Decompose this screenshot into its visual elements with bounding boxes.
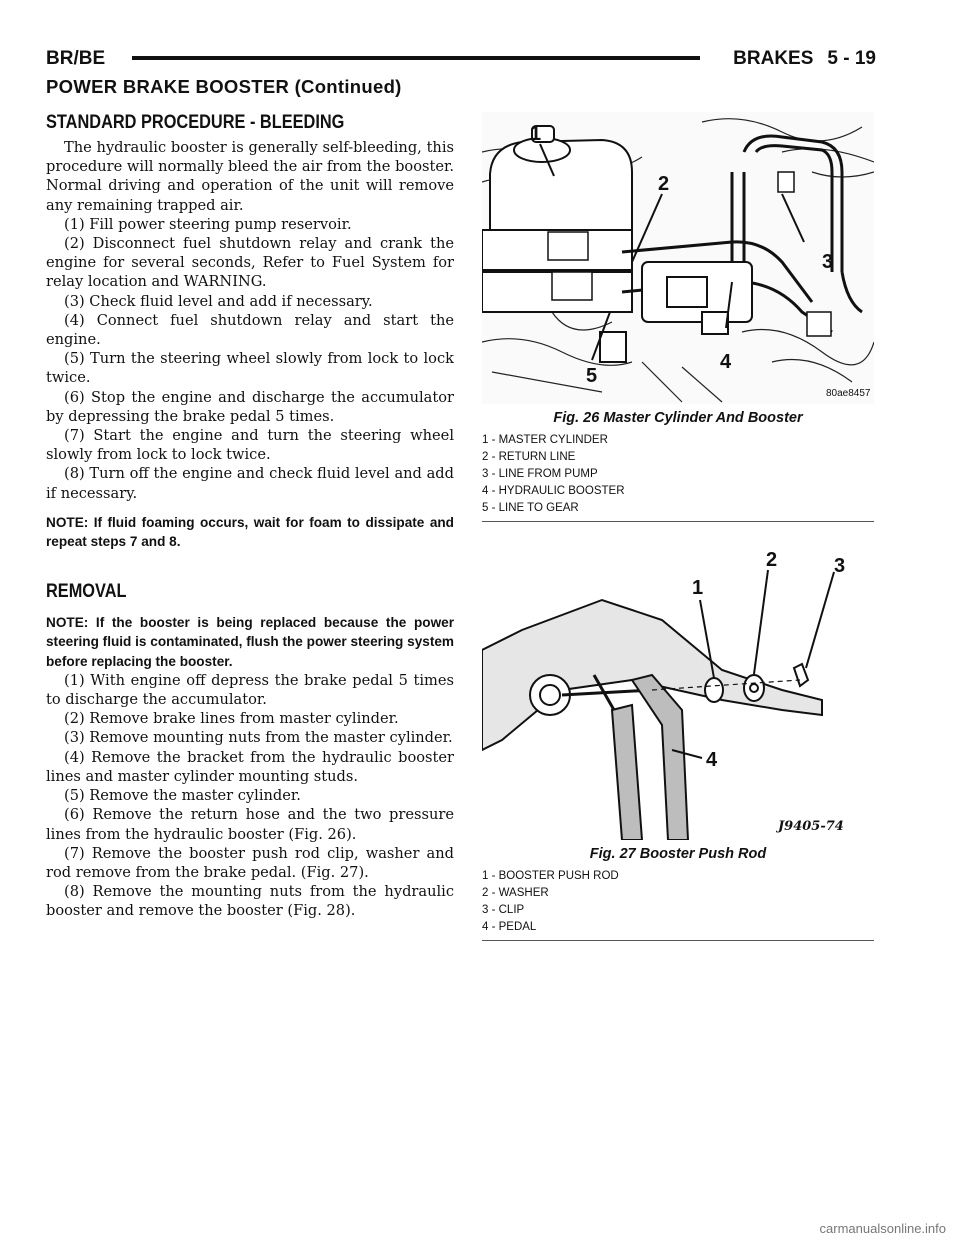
section-continued-title: POWER BRAKE BOOSTER (Continued): [46, 76, 402, 97]
fig27-legend-item: 1 - BOOSTER PUSH ROD: [482, 870, 619, 882]
bleeding-step: (8) Turn off the engine and check fluid level and add if necessary.: [46, 465, 454, 502]
fig26-callout-4: 4: [720, 351, 732, 373]
bleeding-step: (5) Turn the steering wheel slowly from lock to lock twice.: [46, 350, 454, 387]
footer-watermark: carmanualsonline.info: [819, 1221, 946, 1236]
removal-step: (5) Remove the master cylinder.: [64, 787, 301, 805]
fig27-callout-3: 3: [834, 555, 846, 577]
figure-26: [482, 112, 874, 522]
fig26-image-code: 80ae8457: [826, 388, 871, 399]
bleeding-step: (7) Start the engine and turn the steering wheel slowly from lock to lock twice.: [46, 427, 454, 464]
header-page-number: 5 - 19: [827, 48, 876, 69]
left-column: [46, 112, 454, 921]
removal-step: (1) With engine off depress the brake pedal 5 times to discharge the accumulator.: [46, 671, 454, 709]
removal-heading: REMOVAL: [46, 581, 127, 603]
fig27-callout-4: 4: [706, 749, 718, 771]
master-cylinder-booster-illustration: [482, 112, 874, 404]
fig27-image-code: J9405-74: [778, 819, 844, 834]
removal-step: (8) Remove the mounting nuts from the hydraulic booster and remove the booster (Fig. 28).: [46, 883, 454, 920]
bleeding-step: (2) Disconnect fuel shutdown relay and crank the engine for several seconds, Refer to Fuel System for relay location and WARNING.: [46, 235, 454, 291]
bleeding-note: NOTE: If fluid foaming occurs, wait for foam to dissipate and repeat steps 7 and 8.: [46, 514, 454, 550]
header-right: [733, 46, 876, 72]
page-header: [46, 46, 876, 72]
header-model: BR/BE: [46, 48, 106, 69]
bleeding-step: (3) Check fluid level and add if necessary.: [64, 292, 373, 310]
fig26-callout-2: 2: [658, 173, 670, 195]
removal-note: NOTE: If the booster is being replaced because the power steering fluid is contaminated, flush the power steering system before replacing the booster.: [46, 615, 454, 669]
bleeding-heading: STANDARD PROCEDURE - BLEEDING: [46, 112, 345, 133]
booster-push-rod-illustration: [482, 540, 874, 840]
fig27-legend-item: 3 - CLIP: [482, 904, 525, 916]
fig26-legend-item: 5 - LINE TO GEAR: [482, 502, 579, 514]
fig26-callout-3: 3: [822, 251, 834, 273]
bleeding-step: (6) Stop the engine and discharge the accumulator by depressing the brake pedal 5 times.: [46, 388, 454, 425]
fig26-caption: Fig. 26 Master Cylinder And Booster: [553, 410, 803, 426]
fig27-callout-1: 1: [692, 577, 704, 599]
removal-step: (3) Remove mounting nuts from the master cylinder.: [64, 729, 453, 747]
fig27-caption: Fig. 27 Booster Push Rod: [589, 846, 767, 862]
bleeding-intro: The hydraulic booster is generally self-bleeding, this procedure will normally bleed the air from the booster. Normal driving and operation of the unit will remove any remaining trapped air.: [46, 139, 454, 214]
header-rule: [132, 56, 700, 60]
removal-step: (2) Remove brake lines from master cylinder.: [64, 710, 399, 728]
fig26-legend-item: 4 - HYDRAULIC BOOSTER: [482, 485, 625, 497]
bleeding-step: (1) Fill power steering pump reservoir.: [64, 215, 352, 233]
removal-step: (6) Remove the return hose and the two pressure lines from the hydraulic booster (Fig. 26).: [46, 806, 454, 843]
bleeding-step: (4) Connect fuel shutdown relay and start the engine.: [46, 311, 454, 349]
removal-step: (4) Remove the bracket from the hydraulic booster lines and master cylinder mounting studs.: [46, 748, 454, 785]
fig27-legend-item: 4 - PEDAL: [482, 921, 537, 933]
removal-step: (7) Remove the booster push rod clip, washer and rod remove from the brake pedal. (Fig. 27).: [46, 844, 454, 881]
fig26-legend-item: 3 - LINE FROM PUMP: [482, 468, 598, 480]
header-section: BRAKES: [733, 48, 814, 69]
fig26-callout-1: 1: [530, 123, 542, 145]
fig26-legend-item: 2 - RETURN LINE: [482, 451, 576, 463]
fig27-legend-item: 2 - WASHER: [482, 887, 549, 899]
fig26-callout-5: 5: [586, 365, 598, 387]
fig26-legend-item: 1 - MASTER CYLINDER: [482, 434, 608, 446]
figure-27: [482, 540, 874, 941]
fig27-callout-2: 2: [766, 549, 778, 571]
